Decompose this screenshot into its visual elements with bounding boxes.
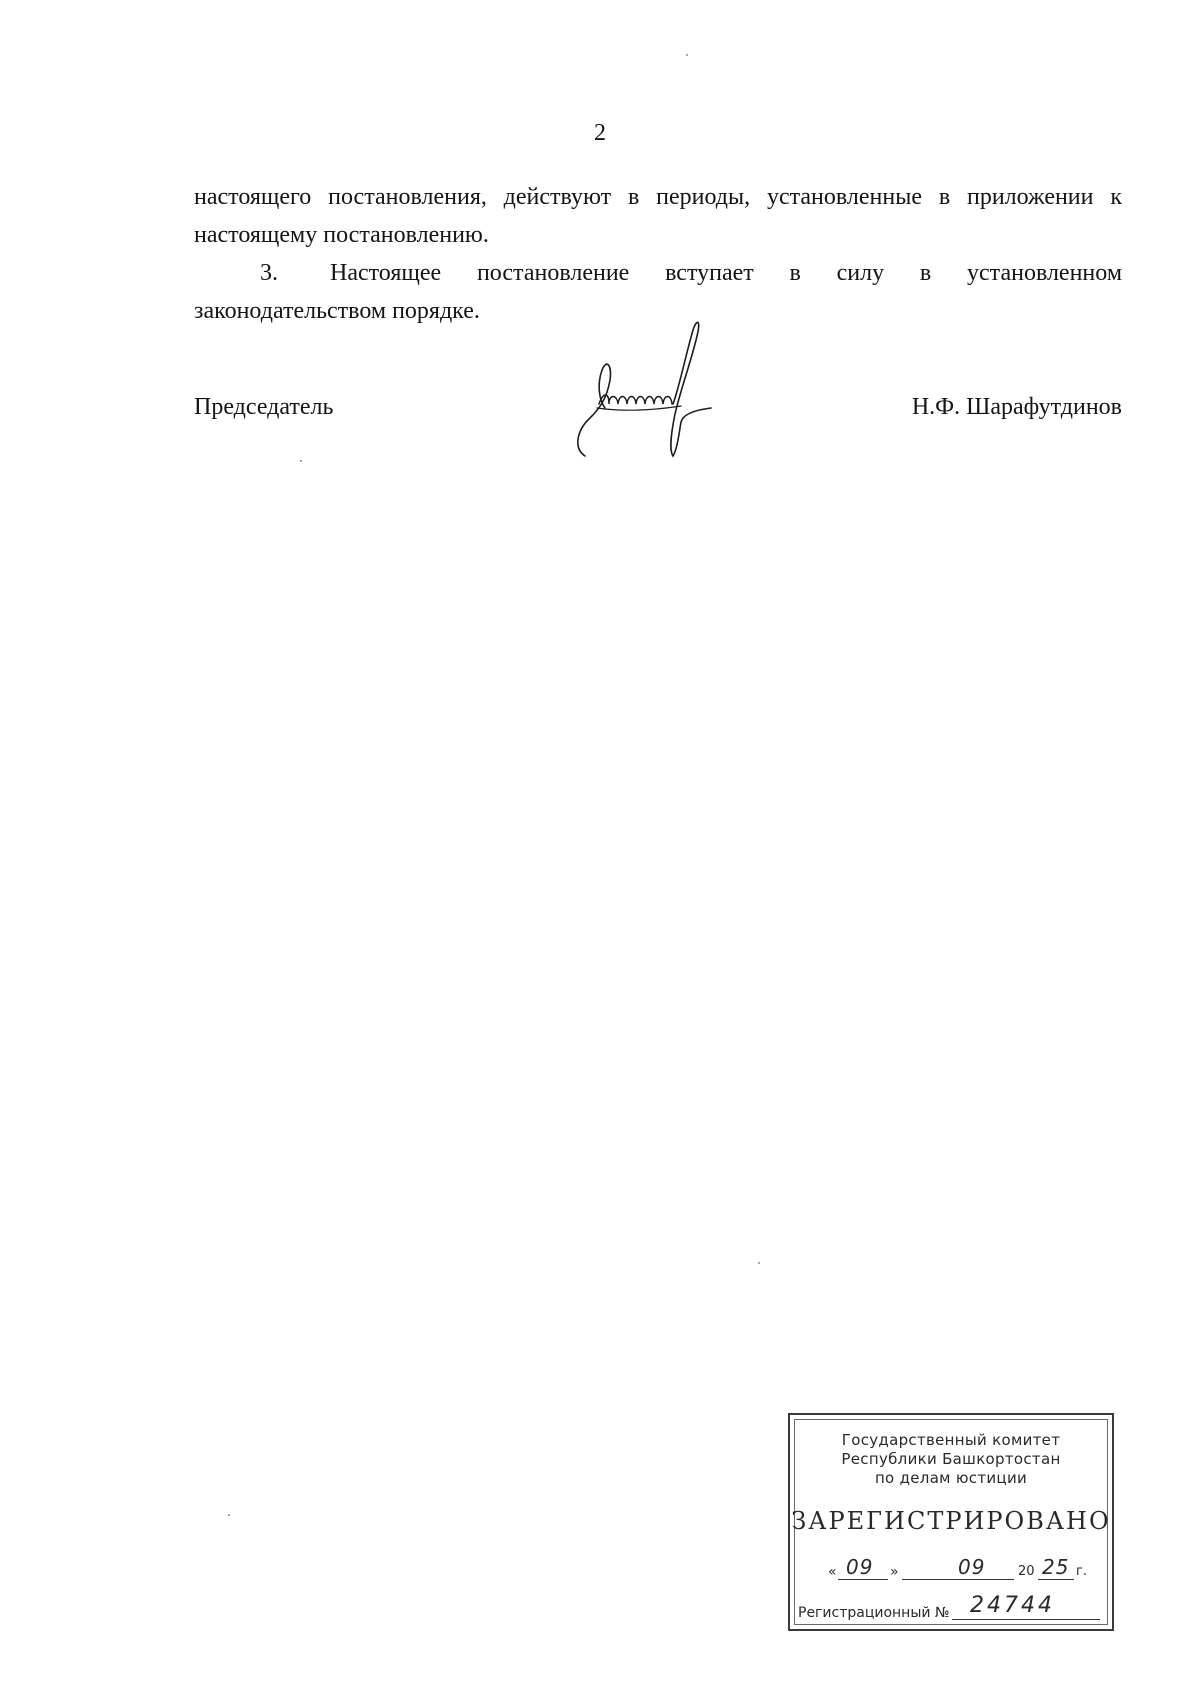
handwritten-signature xyxy=(555,318,735,468)
stamp-org-line-1: Государственный комитет xyxy=(841,1431,1061,1449)
clause-3-text: Настоящее постановление вступает в силу в установленном законодательством порядке. xyxy=(194,260,1122,324)
stamp-reg-number: 24744 xyxy=(970,1593,1055,1618)
clause-3-number: 3. xyxy=(260,260,278,286)
month-line xyxy=(902,1579,1014,1580)
scan-speck xyxy=(300,460,302,462)
scan-speck xyxy=(686,54,688,56)
stamp-organization xyxy=(790,1431,1112,1488)
signatory-name: Н.Ф. Шарафутдинов xyxy=(911,394,1122,420)
stamp-registration xyxy=(798,1593,1106,1625)
stamp-date xyxy=(828,1555,1098,1583)
stamp-org-line-3: по делам юстиции xyxy=(874,1469,1028,1487)
document-body xyxy=(194,178,1122,330)
stamp-close-quote: » xyxy=(890,1564,899,1580)
stamp-org-line-2: Республики Башкортостан xyxy=(841,1450,1061,1468)
stamp-title: ЗАРЕГИСТРИРОВАНО xyxy=(791,1507,1111,1535)
signatory-role: Председатель xyxy=(194,394,334,420)
scan-speck xyxy=(758,1262,760,1264)
stamp-open-quote: « xyxy=(828,1564,837,1580)
stamp-year-suffix: 25 xyxy=(1042,1555,1070,1579)
day-line xyxy=(838,1579,888,1580)
stamp-month: 09 xyxy=(958,1555,986,1579)
stamp-year-unit: г. xyxy=(1076,1564,1087,1579)
stamp-reg-label: Регистрационный № xyxy=(798,1605,950,1621)
stamp-year-prefix: 20 xyxy=(1018,1564,1035,1579)
reg-number-line xyxy=(952,1619,1100,1620)
year-line xyxy=(1038,1579,1074,1580)
paragraph-continuation: настоящего постановления, действуют в периоды, установленные в приложении к настоящему постановлению. xyxy=(194,184,1122,248)
stamp-day: 09 xyxy=(846,1555,874,1579)
page-number: 2 xyxy=(594,120,606,146)
registration-stamp xyxy=(788,1413,1114,1631)
scan-speck xyxy=(228,1514,230,1516)
